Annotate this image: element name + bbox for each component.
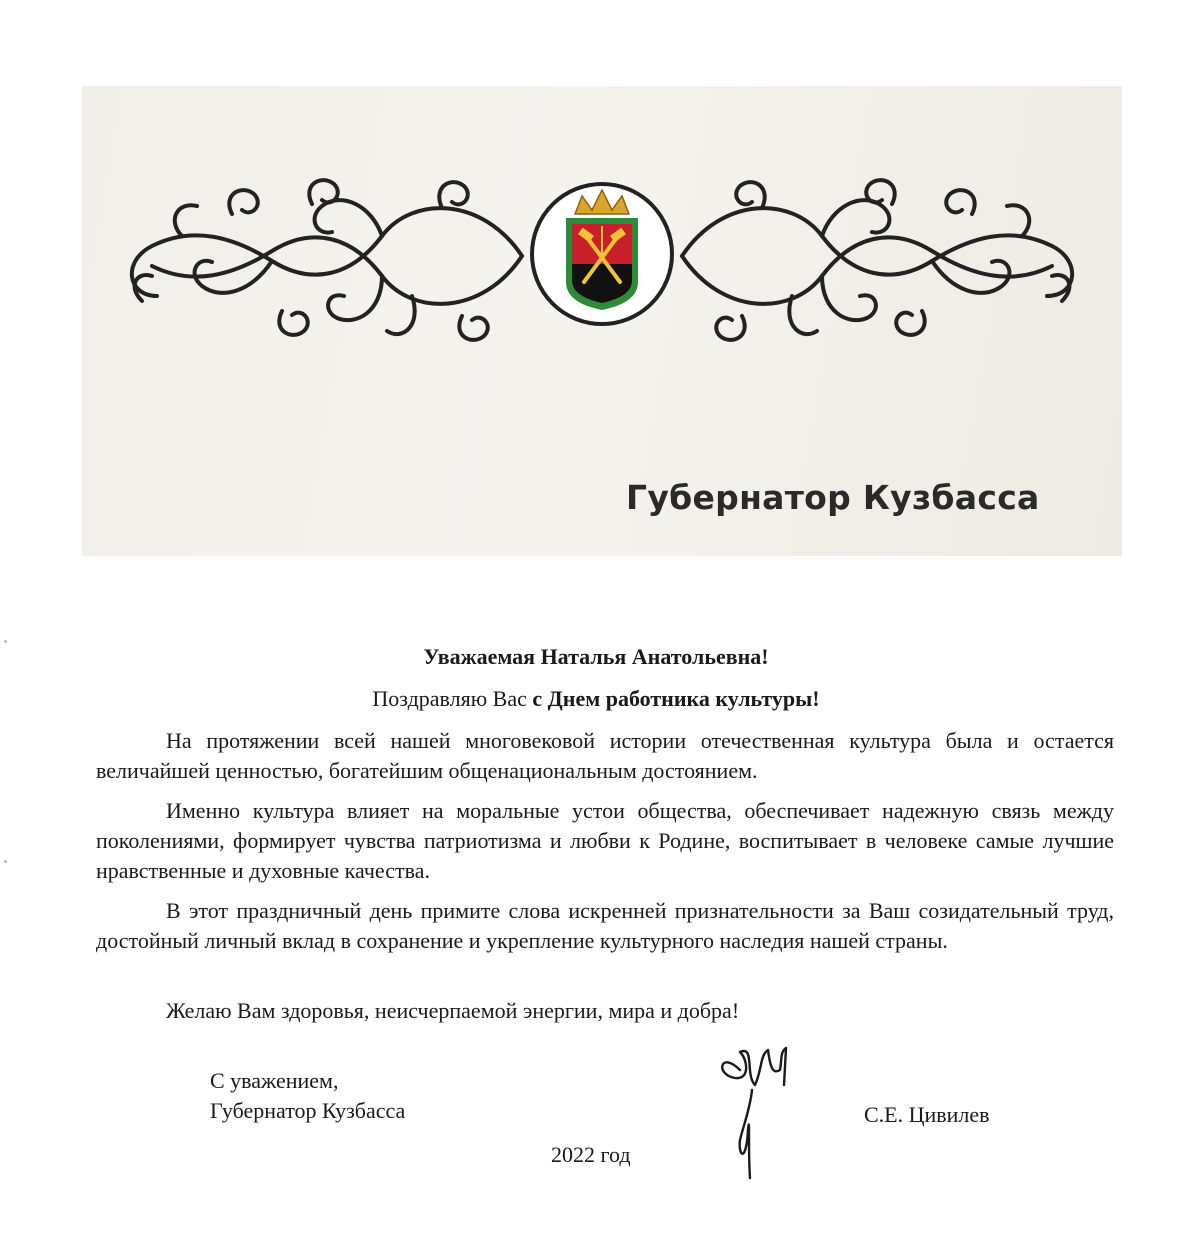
letter-year: 2022 год [551, 1142, 631, 1167]
paragraph: На протяжении всей нашей многовековой истории отечественная культура была и остается величайшей ценностью, богатейшим общенациональным достоянием. [96, 728, 1114, 783]
issuer-title: Губернатор Кузбасса [626, 478, 1040, 517]
paragraph-wishes: Желаю Вам здоровья, неисчерпаемой энергии, мира и добра! [166, 998, 740, 1023]
congratulation-line [96, 684, 1096, 714]
paragraph: В этот праздничный день примите слова искренней признательности за Ваш созидательный труд, достойный личный вклад в сохранение и укрепление культурного наследия нашей страны. [96, 898, 1114, 953]
salutation: Уважаемая Наталья Анатольевна! [423, 644, 769, 669]
margin-mark [4, 860, 7, 863]
handwritten-signature-icon [700, 1030, 810, 1180]
margin-mark [4, 640, 7, 643]
letterhead-card [82, 86, 1122, 556]
closing-block [210, 1066, 405, 1126]
congratulation-occasion: с Днем работника культуры! [532, 686, 820, 711]
paragraph: Именно культура влияет на моральные устои общества, обеспечивает надежную связь между поколениями, формирует чувства патриотизма и любви к Родине, воспитывает в человеке самые лучшие нравственные и духовные качества. [96, 798, 1114, 883]
regards-line: С уважением, [210, 1068, 339, 1093]
congratulation-prefix: Поздравляю Вас [372, 686, 533, 711]
kuzbass-coat-of-arms-icon [566, 190, 638, 310]
signer-position: Губернатор Кузбасса [210, 1098, 406, 1123]
signer-name: С.Е. Цивилев [864, 1102, 990, 1127]
